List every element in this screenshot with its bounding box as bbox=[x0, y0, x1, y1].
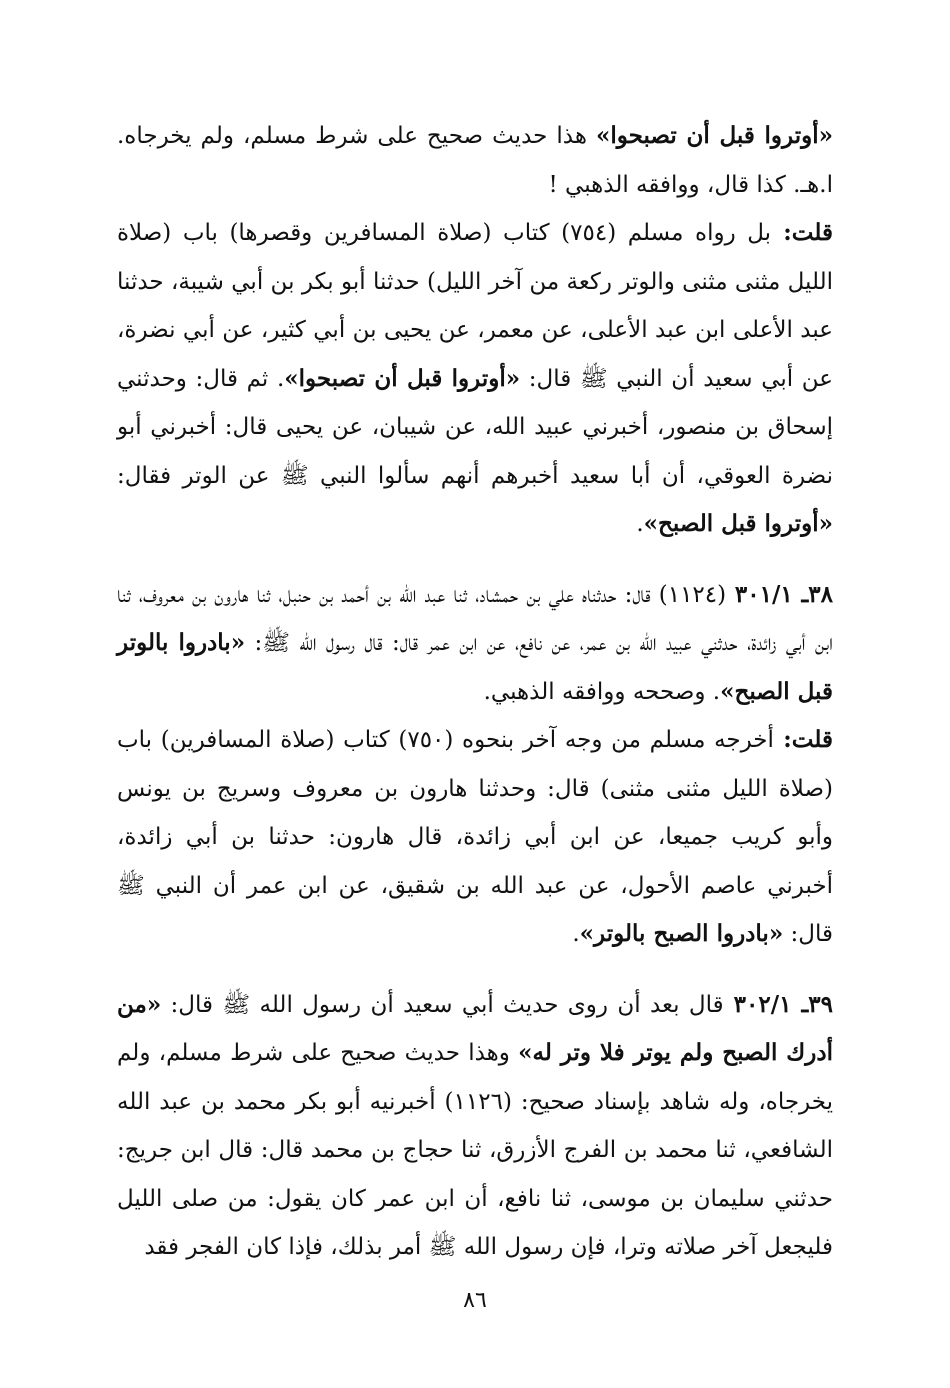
entry-number: ٣٨ـ ٣٠١/١ bbox=[726, 580, 833, 608]
paragraph-4 bbox=[117, 716, 833, 959]
paragraph-2 bbox=[117, 209, 833, 549]
paragraph-text: أخرجه مسلم من وجه آخر بنحوه (٧٥٠) كتاب (صلاة المسافرين) باب (صلاة الليل مثنى مثنى) قال: وحدثنا هارون بن معروف وسريج بن يونس وأبو كريب جميعا، عن ابن أبي زائدة، قال هارون: حدثنا بن أبي زائدة، أخبرني عاصم الأحول، عن عبد الله بن شقيق، عن ابن عمر أن النبي ﷺ قال: bbox=[117, 727, 834, 947]
paragraph-text: بل رواه مسلم (٧٥٤) كتاب (صلاة المسافرين وقصرها) باب (صلاة الليل مثنى مثنى والوتر ركعة من آخر الليل) حدثنا أبو بكر بن أبي شيبة، حدثنا عبد الأعلى ابن عبد الأعلى، عن معمر، عن يحيى بن أبي كثير، عن أبي نضرة، عن أبي سعيد أن النبي ﷺ قال: bbox=[117, 220, 834, 392]
page-number: ٨٦ bbox=[463, 1288, 487, 1313]
paragraph-text: وهذا حديث صحيح على شرط مسلم، ولم يخرجاه، وله شاهد بإسناد صحيح: (١١٢٦) أخبرنيه أبو بكر محمد بن عبد الله الشافعي، ثنا محمد بن الفرج الأزرق، ثنا حجاج بن محمد قال: قال ابن جريج: حدثني سليمان بن موسى، ثنا نافع، أن ابن عمر كان يقول: من صلى الليل فليجعل آخر صلاته وترا، فإن رسول الله ﷺ أمر بذلك، فإذا كان الفجر فقد bbox=[117, 1040, 833, 1260]
hadith-quote: «أوتروا قبل أن تصبحوا» bbox=[596, 122, 833, 149]
paragraph-5 bbox=[117, 981, 833, 1272]
paragraph-text: . bbox=[572, 921, 580, 947]
paragraph-text: قال بعد أن روى حديث أبي سعيد أن رسول الله ﷺ قال: bbox=[161, 991, 724, 1018]
page-text-column bbox=[117, 112, 833, 1272]
entry-number: ٣٩ـ ٣٠٢/١ bbox=[723, 990, 833, 1018]
hadith-quote: «من أدرك الصبح ولم يوتر فلا وتر له» bbox=[117, 990, 833, 1066]
paragraph-text: . وصححه ووافقه الذهبي. bbox=[483, 678, 721, 705]
paragraph-3 bbox=[117, 571, 833, 717]
hadith-quote: «بادروا الصبح بالوتر» bbox=[579, 920, 784, 947]
hadith-quote: «أوتروا قبل الصبح» bbox=[643, 510, 833, 537]
paragraph-text: . ثم قال: وحدثني إسحاق بن منصور، أخبرني عبيد الله، عن شيبان، عن يحيى قال: أخبرني أبو نضرة العوقي، أن أبا سعيد أخبرهم أنهم سألوا النبي ﷺ عن الوتر فقال: bbox=[117, 365, 833, 489]
paragraph-text: (١١٢٤) قال: حدثناه علي بن حمشاد، ثنا عبد الله بن أحمد بن حنبل، ثنا هارون بن معروف، ثنا ابن أبي زائدة، حدثني عبيد الله بن عمر، عن نافع، عن ابن عمر قال: قال رسول الله ﷺ: bbox=[117, 581, 834, 656]
qultu-label: قلت: bbox=[771, 219, 833, 246]
qultu-label: قلت: bbox=[773, 726, 833, 753]
paragraph-1 bbox=[117, 112, 833, 209]
paragraph-text: هذا حديث صحيح على شرط مسلم، ولم يخرجاه. ا.هـ. كذا قال، ووافقه الذهبي ! bbox=[117, 123, 833, 198]
hadith-quote: «بادروا بالوتر قبل الصبح» bbox=[117, 629, 833, 705]
paragraph-text: . bbox=[636, 511, 644, 537]
hadith-quote: «أوتروا قبل أن تصبحوا» bbox=[284, 364, 521, 392]
